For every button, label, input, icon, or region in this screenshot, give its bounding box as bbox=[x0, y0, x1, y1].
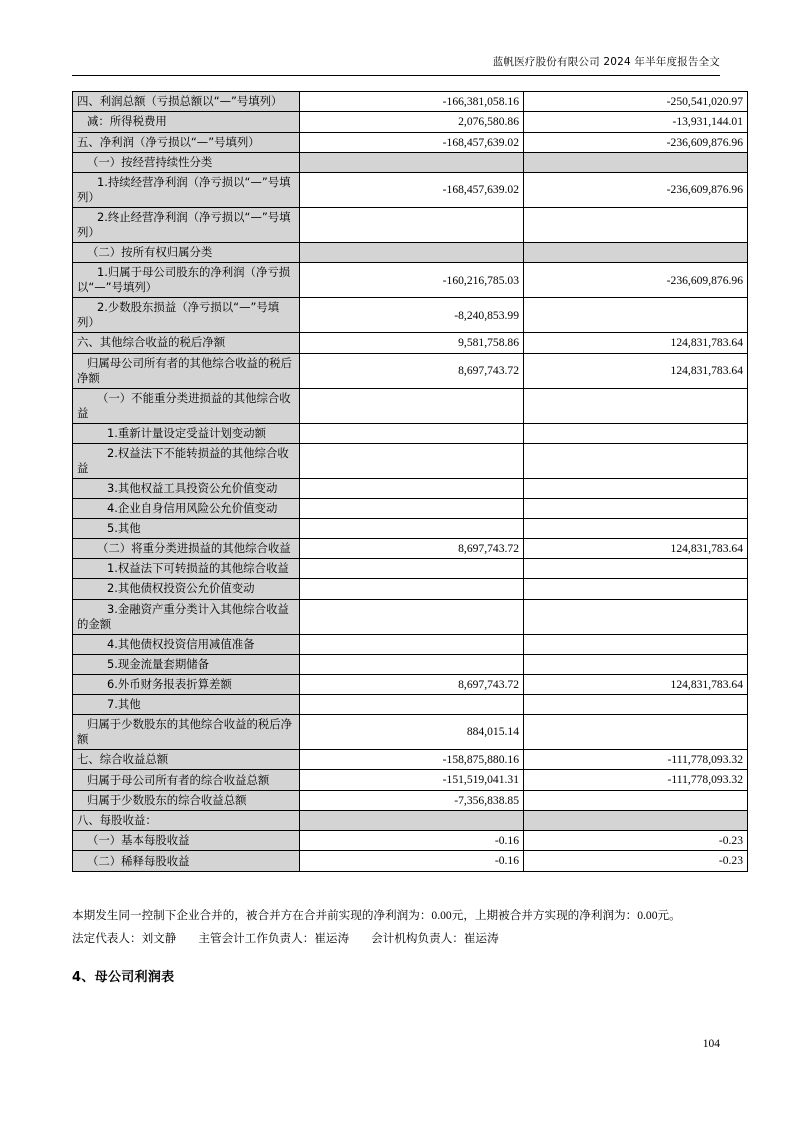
income-statement-table bbox=[72, 91, 748, 872]
row-value-current-period bbox=[300, 388, 524, 423]
row-value-current-period: -168,457,639.02 bbox=[300, 172, 524, 207]
table-row bbox=[73, 388, 748, 423]
row-label: 6.外币财务报表折算差额 bbox=[73, 674, 300, 694]
row-label: 六、其他综合收益的税后净额 bbox=[73, 333, 300, 353]
row-label: 四、利润总额（亏损总额以“—”号填列） bbox=[73, 92, 300, 112]
table-row bbox=[73, 851, 748, 871]
row-label: 减：所得税费用 bbox=[73, 112, 300, 132]
row-value-current-period bbox=[300, 478, 524, 498]
row-value-current-period bbox=[300, 695, 524, 715]
row-value-current-period bbox=[300, 423, 524, 443]
row-label: 1.重新计量设定受益计划变动额 bbox=[73, 423, 300, 443]
row-value-prior-period: 124,831,783.64 bbox=[524, 353, 748, 388]
row-value-current-period: 9,581,758.86 bbox=[300, 333, 524, 353]
row-label: （二）稀释每股收益 bbox=[73, 851, 300, 871]
table-row bbox=[73, 172, 748, 207]
row-label: 2.少数股东损益（净亏损以“—”号填列） bbox=[73, 298, 300, 333]
row-value-prior-period bbox=[524, 208, 748, 243]
table-row bbox=[73, 333, 748, 353]
row-label: （一）基本每股收益 bbox=[73, 831, 300, 851]
row-value-prior-period: -0.23 bbox=[524, 831, 748, 851]
accounting-head-label: 主管会计工作负责人： bbox=[198, 931, 315, 945]
row-value-current-period: 8,697,743.72 bbox=[300, 353, 524, 388]
row-label: 归属于母公司所有者的综合收益总额 bbox=[73, 770, 300, 790]
table-row bbox=[73, 750, 748, 770]
row-value-current-period: -8,240,853.99 bbox=[300, 298, 524, 333]
merger-note-prefix: 本期发生同一控制下企业合并的，被合并方在合并前实现的净利润为： bbox=[72, 908, 432, 922]
row-value-prior-period: 124,831,783.64 bbox=[524, 674, 748, 694]
row-label: 5.其他 bbox=[73, 519, 300, 539]
row-label: （二）将重分类进损益的其他综合收益 bbox=[73, 539, 300, 559]
table-row bbox=[73, 152, 748, 172]
row-label: （一）不能重分类进损益的其他综合收益 bbox=[73, 388, 300, 423]
table-row bbox=[73, 579, 748, 599]
row-value-prior-period: -250,541,020.97 bbox=[524, 92, 748, 112]
row-value-prior-period: -13,931,144.01 bbox=[524, 112, 748, 132]
row-value-prior-period bbox=[524, 654, 748, 674]
row-value-prior-period bbox=[524, 715, 748, 750]
row-value-current-period bbox=[300, 443, 524, 478]
row-label: 2.其他债权投资公允价值变动 bbox=[73, 579, 300, 599]
table-row bbox=[73, 695, 748, 715]
table-row bbox=[73, 519, 748, 539]
table-row bbox=[73, 599, 748, 634]
merger-note-suffix: 元。 bbox=[657, 908, 681, 922]
table-row bbox=[73, 443, 748, 478]
table-row bbox=[73, 499, 748, 519]
table-row bbox=[73, 353, 748, 388]
merger-note bbox=[72, 907, 732, 924]
row-label: 3.其他权益工具投资公允价值变动 bbox=[73, 478, 300, 498]
row-label: （二）按所有权归属分类 bbox=[73, 243, 300, 263]
row-value-prior-period bbox=[524, 243, 748, 263]
row-value-prior-period: 124,831,783.64 bbox=[524, 539, 748, 559]
signatories-note bbox=[72, 930, 732, 947]
row-label: 七、综合收益总额 bbox=[73, 750, 300, 770]
row-label: 2.终止经营净利润（净亏损以“—”号填列） bbox=[73, 208, 300, 243]
merger-note-prior-amount: 0.00 bbox=[637, 909, 658, 922]
row-value-prior-period: -236,609,876.96 bbox=[524, 263, 748, 298]
row-value-prior-period bbox=[524, 499, 748, 519]
row-value-current-period bbox=[300, 599, 524, 634]
merger-note-middle: 元，上期被合并方实现的净利润为： bbox=[451, 908, 638, 922]
row-label: 7.其他 bbox=[73, 695, 300, 715]
row-value-prior-period: -236,609,876.96 bbox=[524, 132, 748, 152]
row-value-prior-period bbox=[524, 811, 748, 831]
table-row bbox=[73, 539, 748, 559]
row-value-current-period bbox=[300, 634, 524, 654]
row-label: 归属母公司所有者的其他综合收益的税后净额 bbox=[73, 353, 300, 388]
row-value-current-period bbox=[300, 152, 524, 172]
table-row bbox=[73, 132, 748, 152]
accounting-org-name: 崔运涛 bbox=[463, 931, 499, 945]
section-heading-parent-company-income-statement: 4、母公司利润表 bbox=[72, 970, 175, 985]
row-label: 八、每股收益： bbox=[73, 811, 300, 831]
table-row bbox=[73, 263, 748, 298]
row-value-current-period: 884,015.14 bbox=[300, 715, 524, 750]
row-label: 1.归属于母公司股东的净利润（净亏损以“—”号填列） bbox=[73, 263, 300, 298]
row-value-current-period: -168,457,639.02 bbox=[300, 132, 524, 152]
table-row bbox=[73, 715, 748, 750]
table-row bbox=[73, 298, 748, 333]
row-value-current-period: -151,519,041.31 bbox=[300, 770, 524, 790]
row-label: 2.权益法下不能转损益的其他综合收益 bbox=[73, 443, 300, 478]
table-row bbox=[73, 112, 748, 132]
row-value-prior-period bbox=[524, 388, 748, 423]
row-value-prior-period bbox=[524, 579, 748, 599]
header-divider-rule bbox=[72, 75, 720, 76]
row-value-current-period bbox=[300, 499, 524, 519]
row-value-prior-period bbox=[524, 443, 748, 478]
table-row bbox=[73, 831, 748, 851]
row-value-current-period bbox=[300, 519, 524, 539]
income-statement-body bbox=[73, 92, 748, 872]
legal-representative-name: 刘文静 bbox=[141, 931, 177, 945]
row-value-current-period: -160,216,785.03 bbox=[300, 263, 524, 298]
row-value-current-period: -166,381,058.16 bbox=[300, 92, 524, 112]
row-value-prior-period bbox=[524, 478, 748, 498]
legal-representative-label: 法定代表人： bbox=[72, 931, 142, 945]
row-label: 3.金融资产重分类计入其他综合收益的金额 bbox=[73, 599, 300, 634]
row-label: 4.其他债权投资信用减值准备 bbox=[73, 634, 300, 654]
row-value-prior-period bbox=[524, 298, 748, 333]
row-value-prior-period bbox=[524, 559, 748, 579]
row-value-prior-period bbox=[524, 599, 748, 634]
accounting-head-name: 崔运涛 bbox=[314, 931, 350, 945]
row-value-current-period bbox=[300, 243, 524, 263]
row-value-prior-period: -111,778,093.32 bbox=[524, 770, 748, 790]
row-value-current-period: -7,356,838.85 bbox=[300, 790, 524, 810]
table-row bbox=[73, 423, 748, 443]
row-value-current-period bbox=[300, 559, 524, 579]
row-label: 1.权益法下可转损益的其他综合收益 bbox=[73, 559, 300, 579]
table-row bbox=[73, 92, 748, 112]
row-label: 归属于少数股东的其他综合收益的税后净额 bbox=[73, 715, 300, 750]
income-statement-table-container bbox=[72, 91, 743, 872]
table-row bbox=[73, 478, 748, 498]
row-value-current-period: -0.16 bbox=[300, 831, 524, 851]
row-label: 5.现金流量套期储备 bbox=[73, 654, 300, 674]
table-row bbox=[73, 208, 748, 243]
table-row bbox=[73, 674, 748, 694]
row-value-prior-period bbox=[524, 790, 748, 810]
table-row bbox=[73, 559, 748, 579]
row-label: 归属于少数股东的综合收益总额 bbox=[73, 790, 300, 810]
row-value-prior-period bbox=[524, 423, 748, 443]
accounting-org-label: 会计机构负责人： bbox=[371, 931, 464, 945]
row-value-prior-period bbox=[524, 695, 748, 715]
table-row bbox=[73, 634, 748, 654]
row-value-current-period: -158,875,880.16 bbox=[300, 750, 524, 770]
row-value-current-period: 2,076,580.86 bbox=[300, 112, 524, 132]
row-label: （一）按经营持续性分类 bbox=[73, 152, 300, 172]
row-value-current-period: 8,697,743.72 bbox=[300, 539, 524, 559]
row-value-current-period bbox=[300, 654, 524, 674]
row-value-prior-period: -111,778,093.32 bbox=[524, 750, 748, 770]
running-header: 蓝帆医疗股份有限公司 2024 年半年度报告全文 bbox=[492, 56, 720, 68]
row-label: 4.企业自身信用风险公允价值变动 bbox=[73, 499, 300, 519]
row-value-current-period bbox=[300, 579, 524, 599]
row-value-prior-period: -0.23 bbox=[524, 851, 748, 871]
row-value-current-period: -0.16 bbox=[300, 851, 524, 871]
row-value-current-period bbox=[300, 208, 524, 243]
row-label: 五、净利润（净亏损以“—”号填列） bbox=[73, 132, 300, 152]
table-row bbox=[73, 243, 748, 263]
table-row bbox=[73, 790, 748, 810]
row-value-prior-period: -236,609,876.96 bbox=[524, 172, 748, 207]
row-value-prior-period bbox=[524, 634, 748, 654]
row-value-prior-period bbox=[524, 152, 748, 172]
table-row bbox=[73, 654, 748, 674]
table-row bbox=[73, 770, 748, 790]
row-value-current-period bbox=[300, 811, 524, 831]
table-row bbox=[73, 811, 748, 831]
row-value-prior-period: 124,831,783.64 bbox=[524, 333, 748, 353]
row-value-prior-period bbox=[524, 519, 748, 539]
page-number: 104 bbox=[702, 1038, 720, 1050]
row-value-current-period: 8,697,743.72 bbox=[300, 674, 524, 694]
row-label: 1.持续经营净利润（净亏损以“—”号填列） bbox=[73, 172, 300, 207]
merger-note-current-amount: 0.00 bbox=[431, 909, 452, 922]
